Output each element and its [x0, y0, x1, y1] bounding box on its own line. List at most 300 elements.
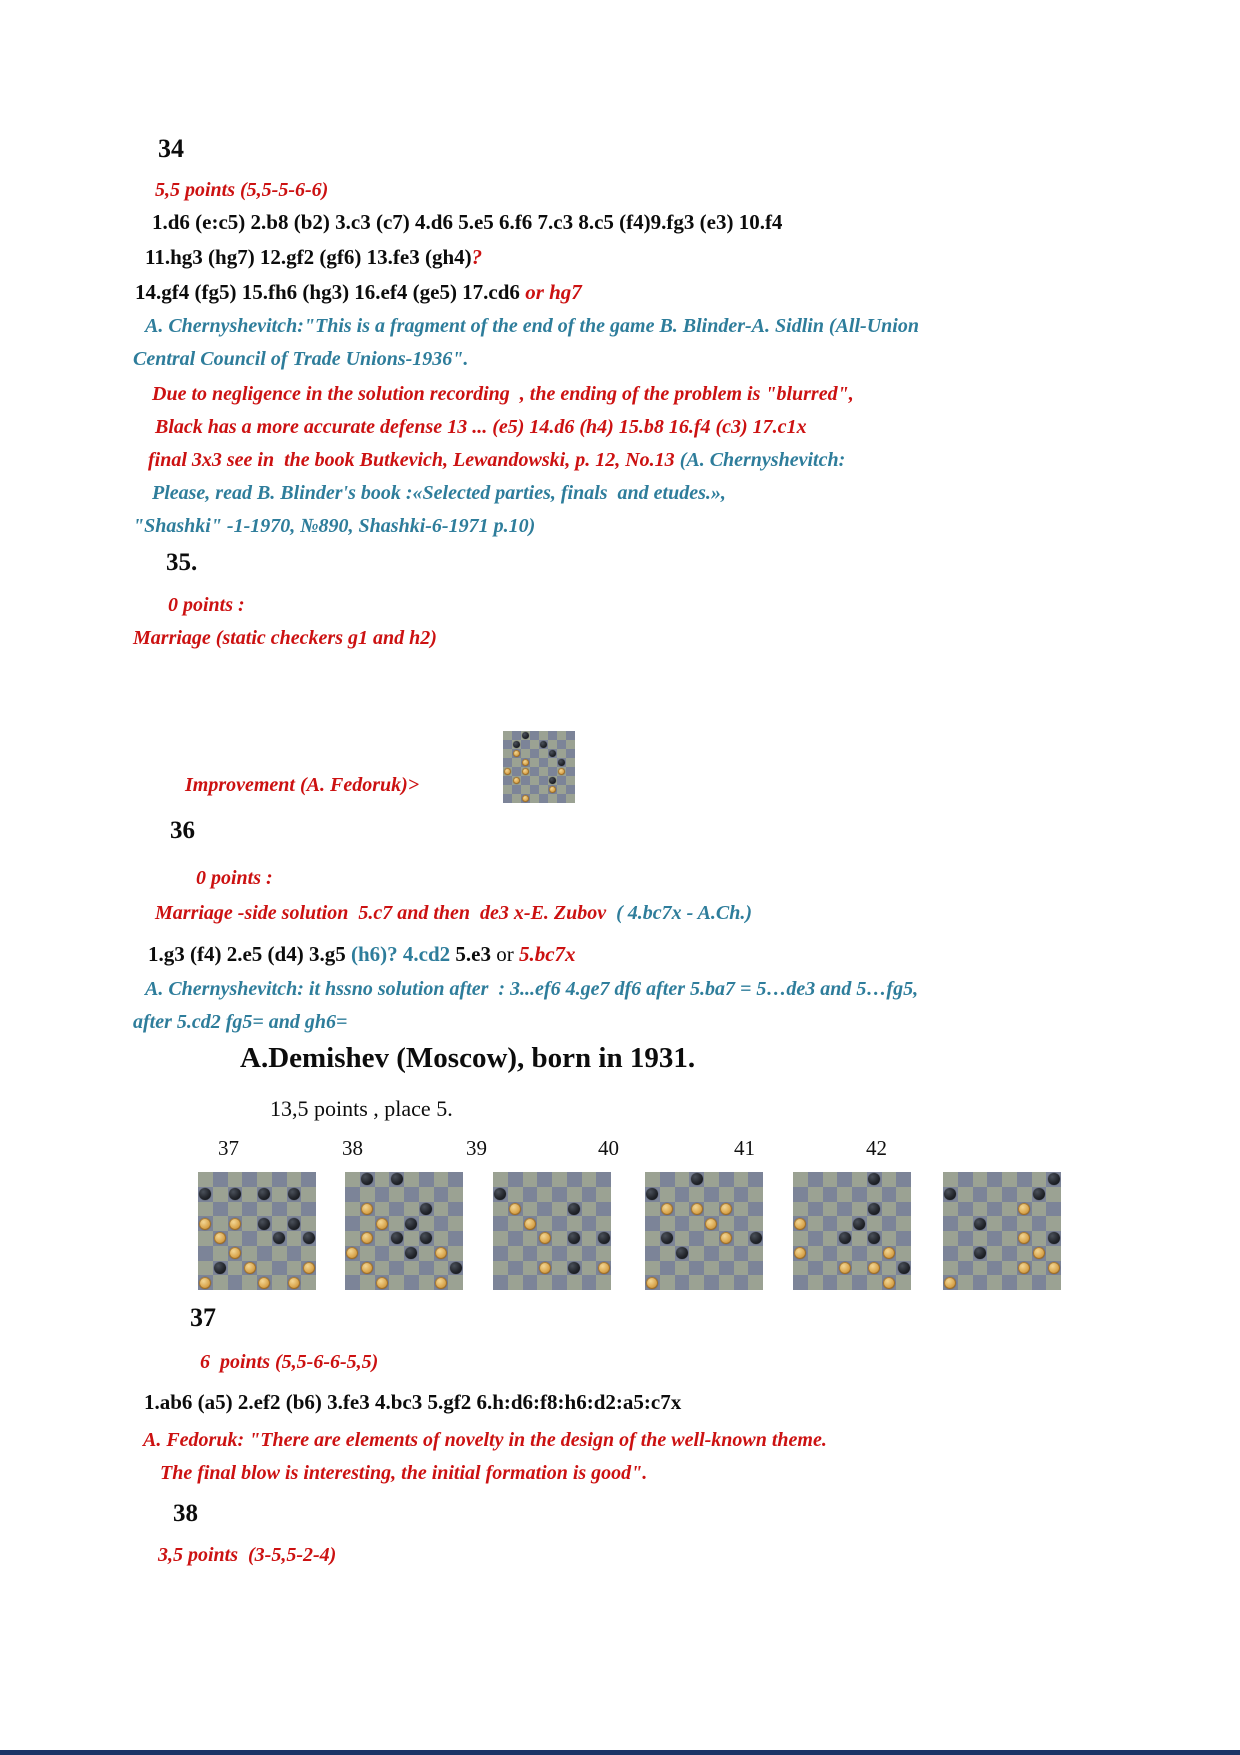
board-square [689, 1172, 704, 1187]
black-piece [1033, 1188, 1045, 1200]
board-square [508, 1261, 523, 1276]
board-square [552, 1202, 567, 1217]
board-square [734, 1261, 749, 1276]
board-square [867, 1202, 882, 1217]
board-square [272, 1216, 287, 1231]
board-square [228, 1246, 243, 1261]
board-square [566, 785, 575, 794]
board-square [552, 1187, 567, 1202]
board-square [582, 1172, 597, 1187]
white-piece [214, 1232, 226, 1244]
board-square [228, 1216, 243, 1231]
board-square [943, 1231, 958, 1246]
board-square [523, 1246, 538, 1261]
board-square [808, 1246, 823, 1261]
white-piece [944, 1277, 956, 1289]
white-piece [258, 1277, 270, 1289]
comment-fedoruk-2 [160, 1462, 647, 1484]
board-square [213, 1246, 228, 1261]
board-square [213, 1275, 228, 1290]
black-piece [405, 1218, 417, 1230]
black-piece [540, 741, 547, 748]
board-square [345, 1216, 360, 1231]
board-square [837, 1231, 852, 1246]
board-square [973, 1216, 988, 1231]
white-piece [1018, 1203, 1030, 1215]
board-square [301, 1246, 316, 1261]
board-square [645, 1275, 660, 1290]
white-piece [794, 1218, 806, 1230]
white-piece [361, 1262, 373, 1274]
board-square [852, 1231, 867, 1246]
board-square [987, 1246, 1002, 1261]
board-square [896, 1231, 911, 1246]
white-piece [598, 1262, 610, 1274]
board-square [242, 1275, 257, 1290]
board-square [552, 1275, 567, 1290]
board-square [345, 1187, 360, 1202]
board-square [345, 1231, 360, 1246]
black-piece [853, 1218, 865, 1230]
board-square [228, 1275, 243, 1290]
board-square [493, 1261, 508, 1276]
board-square [539, 785, 548, 794]
board-square [793, 1275, 808, 1290]
board-square [660, 1246, 675, 1261]
board-square [228, 1202, 243, 1217]
board-square [987, 1187, 1002, 1202]
board-square [548, 749, 557, 758]
board-square [566, 758, 575, 767]
board-square [567, 1202, 582, 1217]
board-square [360, 1275, 375, 1290]
board-square [660, 1216, 675, 1231]
board-square [503, 776, 512, 785]
board-square [596, 1187, 611, 1202]
board-square [958, 1275, 973, 1290]
board-square [493, 1202, 508, 1217]
white-piece [199, 1277, 211, 1289]
board-square [419, 1261, 434, 1276]
board-square [1046, 1231, 1061, 1246]
board-square [675, 1275, 690, 1290]
board-square [719, 1261, 734, 1276]
board-square [943, 1187, 958, 1202]
white-piece [691, 1203, 703, 1215]
board-square [552, 1216, 567, 1231]
black-piece [450, 1262, 462, 1274]
board-square [272, 1202, 287, 1217]
board-square [896, 1202, 911, 1217]
board-square [645, 1261, 660, 1276]
text-segment: (h6)? [350, 942, 398, 966]
diagram-39 [493, 1172, 611, 1290]
black-piece [361, 1173, 373, 1185]
comment-shashki-ref [133, 515, 535, 537]
board-square [272, 1231, 287, 1246]
board-square [198, 1275, 213, 1290]
board-square [596, 1275, 611, 1290]
board-square [748, 1202, 763, 1217]
board-square [1046, 1275, 1061, 1290]
black-piece [646, 1188, 658, 1200]
board-square [434, 1202, 449, 1217]
text-segment: Please, read B. Blinder's book :«Selected parties, finals and etudes.», [152, 482, 726, 504]
black-piece [258, 1218, 270, 1230]
board-square [360, 1172, 375, 1187]
board-square [198, 1187, 213, 1202]
text-segment: 1.ab6 (a5) 2.ef2 (b6) 3.fe3 4.bc3 5.gf2 6.h:d6:f8:h6:d2:a5:c7x [144, 1390, 682, 1414]
problem-34-moves-3 [135, 281, 582, 305]
problem-37-moves [144, 1391, 681, 1415]
text-segment: "Shashki" -1-1970, №890, Shashki-6-1971 p.10) [133, 515, 536, 537]
board-square [987, 1231, 1002, 1246]
text-segment: 36 [170, 817, 195, 844]
board-square [404, 1202, 419, 1217]
board-square [973, 1246, 988, 1261]
board-square [823, 1172, 838, 1187]
board-square [539, 776, 548, 785]
board-square [719, 1172, 734, 1187]
board-square [867, 1216, 882, 1231]
black-piece [676, 1247, 688, 1259]
board-square [434, 1231, 449, 1246]
black-piece [558, 759, 565, 766]
text-segment: 13,5 points , place 5. [270, 1096, 453, 1121]
board-square [823, 1202, 838, 1217]
black-piece [229, 1188, 241, 1200]
white-piece [435, 1247, 447, 1259]
problem-36-moves [148, 943, 576, 967]
board-square [566, 749, 575, 758]
board-square [896, 1216, 911, 1231]
board-square [213, 1216, 228, 1231]
board-square [448, 1275, 463, 1290]
board-square [852, 1187, 867, 1202]
board-square [375, 1275, 390, 1290]
board-square [704, 1261, 719, 1276]
board-square [493, 1275, 508, 1290]
board-square [198, 1246, 213, 1261]
board-square [503, 767, 512, 776]
white-piece [229, 1218, 241, 1230]
board-square [1002, 1261, 1017, 1276]
board-square [345, 1172, 360, 1187]
white-piece [303, 1262, 315, 1274]
black-piece [391, 1173, 403, 1185]
problem-35-points [168, 594, 245, 616]
board-square [748, 1261, 763, 1276]
board-square [548, 776, 557, 785]
board-square [582, 1261, 597, 1276]
board-square [287, 1231, 302, 1246]
text-segment: 4.cd2 [402, 942, 451, 966]
problem-34-points [155, 179, 328, 201]
board-square [404, 1216, 419, 1231]
board-square [419, 1275, 434, 1290]
text-segment: 3,5 points (3-5,5-2-4) [158, 1544, 337, 1566]
board-square [645, 1187, 660, 1202]
board-square [596, 1216, 611, 1231]
board-square [660, 1275, 675, 1290]
white-piece [549, 786, 556, 793]
board-square [448, 1246, 463, 1261]
board-square [198, 1261, 213, 1276]
board-square [448, 1172, 463, 1187]
board-square [521, 794, 530, 803]
black-piece [494, 1188, 506, 1200]
board-square [552, 1246, 567, 1261]
board-square [675, 1231, 690, 1246]
board-square [530, 731, 539, 740]
board-square [434, 1261, 449, 1276]
black-piece [258, 1188, 270, 1200]
board-square [719, 1246, 734, 1261]
board-square [1017, 1187, 1032, 1202]
comment-chernyshevitch-4 [133, 1011, 347, 1033]
board-square [530, 776, 539, 785]
text-segment: 1.g3 (f4) 2.e5 (d4) 3.g5 [148, 942, 351, 966]
board-square [375, 1172, 390, 1187]
text-segment: Due to negligence in the solution recording , the ending of the problem is "blurred", [152, 383, 854, 405]
text-segment: 38 [173, 1500, 198, 1527]
board-square [503, 740, 512, 749]
board-square [867, 1261, 882, 1276]
board-square [503, 749, 512, 758]
board-square [704, 1246, 719, 1261]
board-square [719, 1231, 734, 1246]
diagram-number-41: 41 [734, 1136, 755, 1160]
board-square [301, 1202, 316, 1217]
board-square [704, 1202, 719, 1217]
white-piece [522, 759, 529, 766]
white-piece [376, 1277, 388, 1289]
board-square [375, 1261, 390, 1276]
problem-38-points [158, 1544, 336, 1566]
board-square [493, 1187, 508, 1202]
board-square [539, 767, 548, 776]
board-square [582, 1246, 597, 1261]
board-square [1046, 1202, 1061, 1217]
problem-36-marriage [155, 902, 752, 924]
board-square [360, 1187, 375, 1202]
board-square [404, 1261, 419, 1276]
board-square [734, 1231, 749, 1246]
white-piece [1018, 1232, 1030, 1244]
board-square [530, 758, 539, 767]
white-piece [794, 1247, 806, 1259]
board-square [1032, 1231, 1047, 1246]
board-square [943, 1246, 958, 1261]
demishev-heading [240, 1042, 695, 1074]
board-square [852, 1216, 867, 1231]
board-square [539, 794, 548, 803]
board-square [508, 1202, 523, 1217]
black-piece [868, 1173, 880, 1185]
board-square [512, 785, 521, 794]
board-square [557, 794, 566, 803]
white-piece [361, 1232, 373, 1244]
board-square [596, 1231, 611, 1246]
board-square [808, 1261, 823, 1276]
board-square [852, 1261, 867, 1276]
board-square [660, 1261, 675, 1276]
comment-chernyshevitch-3 [145, 978, 918, 1000]
board-square [242, 1216, 257, 1231]
board-square [943, 1216, 958, 1231]
black-piece [513, 741, 520, 748]
board-square [645, 1231, 660, 1246]
text-segment: ( 4.bc7x - A.Ch.) [611, 902, 753, 924]
text-segment: (A. Chernyshevitch: [679, 449, 846, 471]
board-square [896, 1261, 911, 1276]
improvement-fedoruk [185, 774, 419, 796]
board-square [958, 1216, 973, 1231]
board-square [793, 1261, 808, 1276]
board-square [1002, 1246, 1017, 1261]
diagram-42 [943, 1172, 1061, 1290]
board-square [566, 794, 575, 803]
board-square [734, 1187, 749, 1202]
board-square [645, 1246, 660, 1261]
board-square [448, 1231, 463, 1246]
board-square [596, 1246, 611, 1261]
board-square [837, 1275, 852, 1290]
board-square [808, 1202, 823, 1217]
board-square [1032, 1275, 1047, 1290]
board-square [419, 1172, 434, 1187]
board-square [1017, 1261, 1032, 1276]
board-square [882, 1261, 897, 1276]
text-segment: The final blow is interesting, the initial formation is good". [160, 1462, 648, 1484]
board-square [198, 1216, 213, 1231]
board-square [987, 1275, 1002, 1290]
board-square [582, 1216, 597, 1231]
black-piece [568, 1262, 580, 1274]
board-square [301, 1231, 316, 1246]
board-square [958, 1172, 973, 1187]
board-square [548, 785, 557, 794]
board-square [213, 1172, 228, 1187]
black-piece [974, 1247, 986, 1259]
board-square [228, 1261, 243, 1276]
board-square [645, 1202, 660, 1217]
board-square [837, 1246, 852, 1261]
board-square [257, 1216, 272, 1231]
board-square [689, 1275, 704, 1290]
board-square [704, 1172, 719, 1187]
white-piece [1033, 1247, 1045, 1259]
board-square [973, 1261, 988, 1276]
board-square [867, 1246, 882, 1261]
board-square [566, 776, 575, 785]
board-square [987, 1261, 1002, 1276]
board-square [228, 1231, 243, 1246]
board-square [503, 758, 512, 767]
board-square [867, 1172, 882, 1187]
white-piece [1018, 1262, 1030, 1274]
board-square [689, 1187, 704, 1202]
board-square [537, 1187, 552, 1202]
board-square [523, 1261, 538, 1276]
white-piece [346, 1247, 358, 1259]
white-piece [504, 768, 511, 775]
board-square [566, 740, 575, 749]
board-square [521, 731, 530, 740]
board-square [823, 1261, 838, 1276]
board-square [943, 1275, 958, 1290]
board-square [748, 1216, 763, 1231]
board-square [808, 1231, 823, 1246]
white-piece [361, 1203, 373, 1215]
black-piece [405, 1247, 417, 1259]
board-square [434, 1172, 449, 1187]
board-square [530, 740, 539, 749]
diagram-number-37: 37 [218, 1136, 239, 1160]
white-piece [558, 768, 565, 775]
board-square [493, 1172, 508, 1187]
board-square [793, 1231, 808, 1246]
text-segment: 6 points (5,5-6-6-5,5) [200, 1351, 379, 1373]
board-square [823, 1246, 838, 1261]
board-square [808, 1216, 823, 1231]
text-segment: 1.d6 (e:c5) 2.b8 (b2) 3.c3 (c7) 4.d6 5.e5 6.f6 7.c3 8.c5 (f4)9.fg3 (e3) 10.f4 [152, 210, 783, 234]
problem-37-points [200, 1351, 378, 1373]
black-piece [568, 1203, 580, 1215]
board-square [257, 1261, 272, 1276]
board-square [521, 767, 530, 776]
board-square [242, 1261, 257, 1276]
board-square [493, 1216, 508, 1231]
board-square [537, 1231, 552, 1246]
white-piece [661, 1203, 673, 1215]
white-piece [646, 1277, 658, 1289]
board-square [1046, 1246, 1061, 1261]
board-square [567, 1172, 582, 1187]
text-segment: final 3x3 see in the book Butkevich, Lewandowski, p. 12, No.13 [148, 449, 680, 471]
board-square [228, 1172, 243, 1187]
board-square [704, 1231, 719, 1246]
board-square [301, 1261, 316, 1276]
board-square [523, 1172, 538, 1187]
board-square [512, 740, 521, 749]
text-segment: 5.e3 [450, 942, 497, 966]
white-piece [868, 1262, 880, 1274]
board-square [552, 1261, 567, 1276]
board-square [448, 1187, 463, 1202]
board-square [512, 758, 521, 767]
board-square [512, 749, 521, 758]
board-square [1046, 1172, 1061, 1187]
text-segment: 5,5 points (5,5-5-6-6) [155, 179, 329, 201]
board-square [287, 1246, 302, 1261]
board-square [823, 1275, 838, 1290]
board-square [301, 1172, 316, 1187]
white-piece [539, 1232, 551, 1244]
board-square [882, 1187, 897, 1202]
board-square [508, 1275, 523, 1290]
board-square [548, 740, 557, 749]
white-piece [522, 768, 529, 775]
black-piece [568, 1232, 580, 1244]
board-square [523, 1216, 538, 1231]
text-segment: or [496, 942, 514, 966]
diagram-38 [345, 1172, 463, 1290]
comment-black-defense [155, 416, 807, 438]
board-square [198, 1231, 213, 1246]
board-square [389, 1202, 404, 1217]
board-square [539, 749, 548, 758]
